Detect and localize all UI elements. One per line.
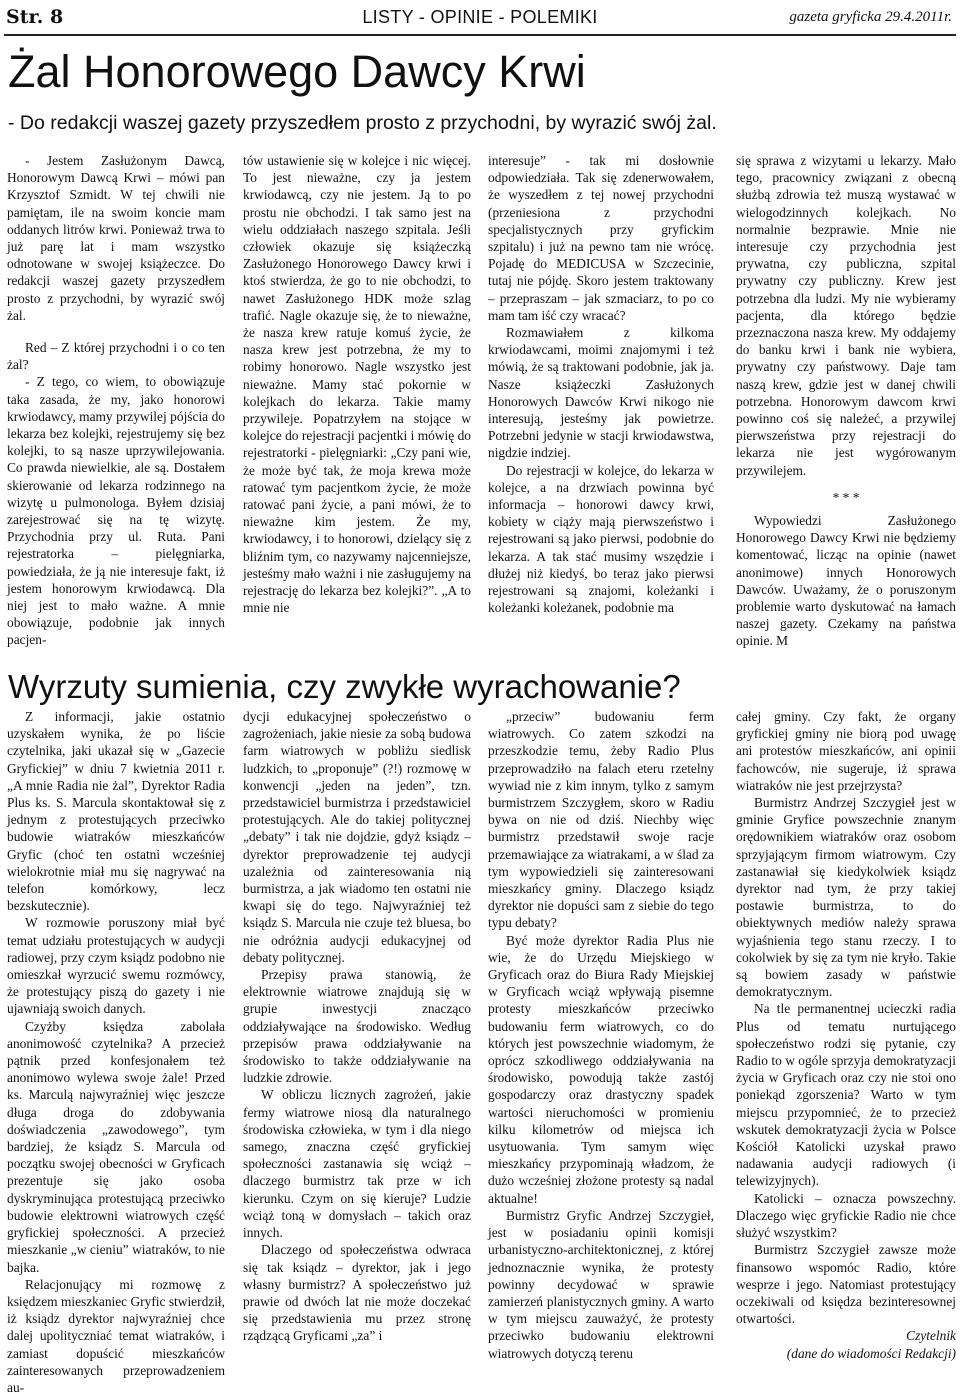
paragraph: Rozmawiałem z kilkoma krwiodawcami, moimi znajomymi i też mówią, że są traktowani podobnie, jak ja. Nasze książeczki Zasłużonych Honorowych Dawców Krwi nikogo nie interesują, jesteśmy jak powietrze. Potrzebni jedynie w stacji krwiodawstwa, nigdzie indziej. xyxy=(488,325,714,461)
article2-column-3 xyxy=(488,708,714,1361)
paragraph: Do rejestracji w kolejce, do lekarza w kolejce, a na drzwiach powinna być informacja – honorowi dawcy krwi, kobiety w ciąży mają pierwszeństwo i rejestrowani są jako pierwsi, podobnie do lekarza. A tak stać musimy wszędzie i dłużej niż kiedyś, bo teraz jako pierwsi rejestrowani są znajomi, koleżanki i koleżanki koleżanek, podobnie ma xyxy=(488,462,714,616)
paragraph: Z informacji, jakie ostatnio uzyskałem wynika, że po liście czytelnika, jaki ukazał się w „Gazecie Gryfickiej” w dniu 7 kwietnia 2011 r. „A mnie Radia nie żal”, Dyrektor Radia Plus ks. S. Marcula skontaktował się z jednym z protestujących przeciwko budowie wiatraków mieszkańców Gryfic (choć ten ostatni wcześniej wielokrotnie miał mu się nagrywać na telefon komórkowy, lecz bezskutecznie). xyxy=(7,709,225,914)
article2-column-1 xyxy=(7,708,225,1395)
paragraph: W rozmowie poruszony miał być temat udziału protestujących w audycji radiowej, przy czym ksiądz podobno nie omieszkał wyrzucić swemu rozmówcy, że protestujący piszą do gazety i nie ujawniają swoich danych. xyxy=(7,915,225,1017)
paragraph: Na tle permanentnej ucieczki radia Plus od tematu nurtującego społeczeństwo rodzi się pytanie, czy Radio to w ogóle sprzyja demokratyzacji życia w Gryficach oraz czy nie stoi ono poniekąd zgorszenia? Warto w tym miejscu przypomnieć, że to przecież wskutek demokratyzacji życia w Polsce Kościół Katolicki uzyskał prawo nadawania audycji radiowych (i telewizyjnych). xyxy=(736,1001,956,1189)
paragraph: Czyżby księdza zabolała anonimowość czytelnika? A przecież pątnik przed konfesjonałem też anonimowo wylewa swoje żale! Przed ks. Marculą najwyraźniej więc jeszcze długa droga do zdobywania doświadczenia „zawodowego”, tym bardziej, że ksiądz S. Marcula od początku swojej obecności w Gryficach prezentuje się jako osoba dyskryminująca protestującą przeciwko budowie elektrowni wiatrowych część gryfickiej społeczności. A przecież mieszkanie „w cieniu” wiatraków, to nie bajka. xyxy=(7,1018,225,1275)
page-number: Str. 8 xyxy=(6,6,64,28)
paragraph: W obliczu licznych zagrożeń, jakie fermy wiatrowe niosą dla naturalnego środowiska człowieka, w tym i dla niego samego, znaczna część gryfickiej społeczności zastanawia się wciąż – dlaczego burmistrz tak prze w ich kierunku. Czym on się kieruje? Ludzie wciąż toną w domysłach – takich oraz innych. xyxy=(243,1087,471,1241)
signature: Czytelnik xyxy=(906,1328,956,1344)
article1-column-3 xyxy=(488,152,714,662)
paragraph: Relacjonujący mi rozmowę z księdzem mieszkaniec Gryfic stwierdził, iż ksiądz dyrektor najwyraźniej chce dalej upolityczniać temat wiatraków, i zamiast dopuścić mieszkańców zainteresowanych przeprowadzeniem au- xyxy=(7,1276,225,1395)
article1-column-1 xyxy=(7,152,225,662)
page-header xyxy=(4,0,956,36)
paragraph: Wypowiedzi Zasłużonego Honorowego Dawcy Krwi nie będziemy komentować, licząc na opinie (nawet anonimowe) innych Honorowych Dawców. Uważamy, że o poruszonym problemie warto dyskutować na łamach naszej gazety. Czekamy na państwa opinie. M xyxy=(736,513,956,649)
article2-column-4 xyxy=(736,708,956,1361)
article1-lead: - Do redakcji waszej gazety przyszedłem prosto z przychodni, by wyrazić swój żal. xyxy=(8,112,717,134)
paragraph: Katolicki – oznacza powszechny. Dlaczego więc gryfickie Radio nie chce służyć wszystkim? xyxy=(736,1190,956,1241)
paper-name-date: gazeta gryficka 29.4.2011r. xyxy=(789,9,952,25)
paragraph: Burmistrz Szczygieł zawsze może finansowo wspomóc Radio, które wesprze i jego. Natomiast protestujący oczekiwali od księdza bezinteresownej otwartości. xyxy=(736,1242,956,1327)
paragraph: - Jestem Zasłużonym Dawcą, Honorowym Dawcą Krwi – mówi pan Krzysztof Szmidt. W tej chwili nie pamiętam, ile na swoim koncie mam oddanych litrów krwi. Ponieważ trwa to już parę lat i mam wszystko odnotowane w swojej książeczce. Do redakcji waszej gazety przyszedłem prosto z przychodni, by wyrazić swój żal. xyxy=(7,153,225,323)
paragraph: - Z tego, co wiem, to obowiązuje taka zasada, że my, jako honorowi krwiodawcy, mamy przywilej pójścia do lekarza bez kolejki, rejestrujemy się bez kolejki, to są nasze uprzywilejowania. Co prawda niewielkie, ale są. Dostałem skierowanie od lekarza rodzinnego na wizytę u pulmonologa. Byłem dzisiaj zarejestrować się na tę wizytę. Przychodnia przy ul. Ruta. Pani rejestratorka – pielęgniarka, powiedziała, że ją nie interesuje fakt, iż jestem honorowym krwiodawcą. Dla niej jest to mało ważne. A mnie obowiązuje, podobnie jak innych pacjen- xyxy=(7,374,225,648)
paragraph: tów ustawienie się w kolejce i nic więcej. To jest nieważne, czy ja jestem krwiodawcą, czy nie jestem. Ją to po prostu nie obchodzi. I tak samo jest na wielu oddziałach naszego szpitala. Jeśli człowiek okazuje się książeczką Zasłużonego Honorowego Dawcy krwi i ktoś stwierdza, że go to nie obchodzi, to nawet Zasłużonego HDK może szlag trafić. Nagle okazuje się, że to nieważne, że nasza krew ratuje komuś życie, że nasza krew jest potrzebna, że my to robimy honorowo. Nagle wszystko jest nieważne. Mamy stać pokornie w kolejkach do lekarza. Takie mamy przywileje. Popatrzyłem na stojące w kolejce do rejestracji pacjentki i mówię do rejestratorki - pielęgniarki: „Czy pani wie, że może być tak, że moja krewa może ratować tym pacjentkom życie, że może ratować pani życie, a pani mówi, że to nieważne kim jestem. Że my, krwiodawcy, i to honorowi, dzielący się z bliźnim tym, co nazywamy najcenniejsze, jesteśmy mało ważni i nie zasługujemy na rejestrację do lekarza bez kolejki?”. „A to mnie nie xyxy=(243,153,471,616)
paragraph: Red – Z której przychodni i o co ten żal? xyxy=(7,340,225,373)
paragraph: dycji edukacyjnej społeczeństwo o zagrożeniach, jakie niesie za sobą budowa farm wiatrowych w pobliżu siedlisk ludzkich, to „proponuje” (?!) rozmowę w konwencji „jeden na jeden”, tzn. przedstawiciel burmistrza i przedstawiciel protestujących. Ale do takiej politycznej „debaty” i tak nie dojdzie, gdyż ksiądz – dyrektor preprowadzenie tej audycji uzależnia od zainteresowania nią burmistrza, a jak wiadomo ten ostatni nie kwapi się do tego. Najwyraźniej też ksiądz S. Marcula nie czuje też bluesa, bo nie odróżnia audycji edukacyjnej od debaty politycznej. xyxy=(243,709,471,965)
paragraph: całej gminy. Czy fakt, że organy gryfickiej gminy nie biorą pod uwagę ani protestów mieszkańców, ani opinii fachowców, nie sugeruje, iż sprawa wiatraków nie jest przejrzysta? xyxy=(736,709,956,793)
paragraph: interesuje” - tak mi dosłownie odpowiedziała. Tak się zdenerwowałem, że wyszedłem z tej nowej przychodni (przeniesiona z przychodni specjalistycznych przy gryfickim szpitalu) i już na pewno tam nie wrócę. Pojadę do MEDICUSA w Szczecinie, tutaj nie pójdę. Skoro jestem traktowany – przepraszam – jak szmaciarz, to po co mam tam iść czy wracać? xyxy=(488,153,714,323)
section-title: LISTY - OPINIE - POLEMIKI xyxy=(362,7,598,27)
paragraph: się sprawa z wizytami u lekarzy. Mało tego, pracownicy związani z obecną służbą zdrowia też muszą wystawać w wielogodzinnych kolejkach. No normalnie bezprawie. Mnie nie interesuje czy przychodnia jest prywatna, czy publiczna, szpital prywatny czy publiczny. Krew jest potrzebna dla ludzi. My nie wybieramy pacjenta, dla którego będzie przeznaczona nasza krew. My oddajemy do banku krwi i bank nie wybiera, prywatny czy państwowy. Daje tam naszą krew, gdzie jest w danej chwili potrzebna. Honorowym dawcom krwi powinno coś się należeć, a przywilej pierwszeństwa przy rejestracji do lekarza nie jest wygórowanym przywilejem. xyxy=(736,153,956,478)
paragraph: Być może dyrektor Radia Plus nie wie, że do Urzędu Miejskiego w Gryficach oraz do Biura Rady Miejskiej w Gryficach wciąż wpływają pisemne protesty mieszkańców przeciwko budowaniu ferm wiatrowych, co do których jest powszechnie wiadomym, że oprócz szkodliwego oddziaływania na środowisko, powodują także zastój gospodarczy oraz drastyczny spadek wartości nieruchomości w promieniu kilku kilometrów od miejsca ich usytuowania. Tym samym więc mieszkańcy przypominają władzom, że dużo wcześniej złożone protesty są nadal aktualne! xyxy=(488,932,714,1206)
paragraph: Burmistrz Gryfic Andrzej Szczygieł, jest w posiadaniu opinii komisji urbanistyczno-architektonicznej, z której jednoznacznie wynika, że protesty powinny decydować w sprawie zamierzeń planistycznych gminy. A warto w tym miejscu zauważyć, że protesty przeciwko budowaniu elektrowni wiatrowych dotyczą terenu xyxy=(488,1207,714,1361)
article1-title: Żal Honorowego Dawcy Krwi xyxy=(8,46,586,97)
signature-note: (dane do wiadomości Redakcji) xyxy=(786,1345,956,1361)
section-separator: * * * xyxy=(832,489,860,505)
paragraph: „przeciw” budowaniu ferm wiatrowych. Co zatem szkodzi na przeszkodzie temu, żeby Radio Plus przeprowadziło na falach eteru rzetelny wywiad nie z kim innym, tylko z samym burmistrzem Szczygłem, skoro w Radiu bywa on nie od dziś. Niechby więc burmistrz przedstawił swoje racje przemawiające za wiatrakami, a w ślad za tym wypowiedzieli się zainteresowani mieszkańcy gminy. Dlaczego ksiądz dyrektor nie dopuści sam z siebie do tego typu debaty? xyxy=(488,709,714,931)
article1-column-2 xyxy=(243,152,471,662)
paragraph: Dlaczego od społeczeństwa odwraca się tak ksiądz – dyrektor, jak i jego własny burmistrz? A społeczeństwo już prawie od dwóch lat nie może doczekać się przedstawienia mu przez stronę rządzącą Gryficami „za” i xyxy=(243,1242,471,1344)
paragraph: Burmistrz Andrzej Szczygieł jest w gminie Gryfice powszechnie znanym orędownikiem wiatraków oraz osobom sprzyjającym firmom wiatrowym. Czy zastanawiał się kiedykolwiek ksiądz dyrektor nad tym, że przy takiej postawie burmistrza, to do obiektywnych mediów należy sprawa wyjaśnienia tego stanu rzeczy. I to cokolwiek by się za tym nie kryło. Takie są bowiem zasady w państwie demokratycznym. xyxy=(736,795,956,1000)
article1-column-4 xyxy=(736,152,956,662)
article2-column-2 xyxy=(243,708,471,1344)
article2-title: Wyrzuty sumienia, czy zwykłe wyrachowanie? xyxy=(8,668,681,705)
paragraph: Przepisy prawa stanowią, że elektrownie wiatrowe znajdują się w grupie inwestycji znacząco oddziaływające na środowisko. Według przepisów prawa oddziaływanie na środowisko to także oddziaływanie na ludzkie zdrowie. xyxy=(243,967,471,1086)
